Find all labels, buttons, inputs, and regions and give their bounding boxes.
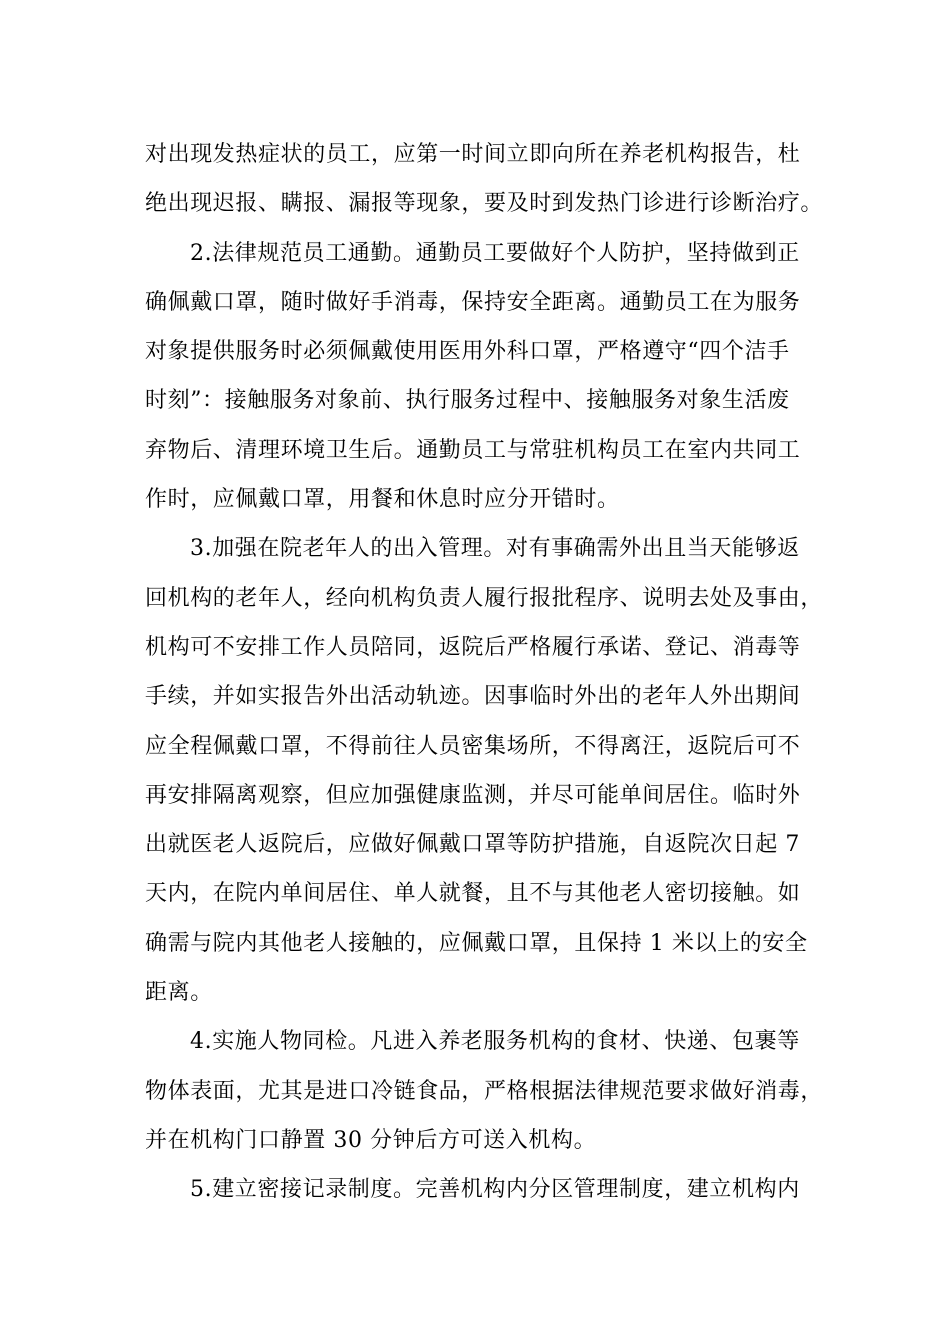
text-line: 应全程佩戴口罩，不得前往人员密集场所，不得离汪，返院后可不: [145, 733, 801, 759]
text-line: 确佩戴口罩，随时做好手消毒，保持安全距离。通勤员工在为服务: [145, 289, 801, 315]
text-line: 手续，并如实报告外出活动轨迹。因事临时外出的老年人外出期间: [145, 684, 801, 710]
text-line: 对象提供服务时必须佩戴使用医用外科口罩，严格遵守“四个洁手: [145, 339, 790, 365]
text-line: 物体表面，尤其是进口冷链食品，严格根据法律规范要求做好消毒，: [145, 1078, 824, 1104]
text-line: 并在机构门口静置 30 分钟后方可送入机构。: [145, 1127, 597, 1153]
text-line: 天内，在院内单间居住、单人就餐，且不与其他老人密切接触。如: [145, 881, 801, 907]
text-line: 作时，应佩戴口罩，用餐和休息时应分开错时。: [145, 487, 620, 513]
text-line: 出就医老人返院后，应做好佩戴口罩等防护措施，自返院次日起 7: [145, 832, 800, 858]
text-line: 回机构的老年人，经向机构负责人履行报批程序、说明去处及事由，: [145, 585, 824, 611]
text-line: 时刻”：接触服务对象前、执行服务过程中、接触服务对象生活废: [145, 388, 790, 414]
paragraph-first-line: 2.法律规范员工通勤。通勤员工要做好个人防护，坚持做到正: [190, 240, 800, 266]
text-line: 再安排隔离观察，但应加强健康监测，并尽可能单间居住。临时外: [145, 782, 801, 808]
paragraph-first-line: 4.实施人物同检。凡进入养老服务机构的食材、快递、包裹等: [190, 1029, 800, 1055]
text-line: 弃物后、清理环境卫生后。通勤员工与常驻机构员工在室内共同工: [145, 437, 801, 463]
body-text: [145, 130, 824, 1215]
text-line: 对出现发热症状的员工，应第一时间立即向所在养老机构报告，杜: [145, 142, 801, 167]
text-line: 机构可不安排工作人员陪同，返院后严格履行承诺、登记、消毒等: [145, 634, 801, 660]
text-line: 绝出现迟报、瞒报、漏报等现象，要及时到发热门诊进行诊断治疗。: [145, 191, 824, 217]
paragraph-first-line: 3.加强在院老年人的出入管理。对有事确需外出且当天能够返: [190, 536, 800, 562]
paragraph-first-line: 5.建立密接记录制度。完善机构内分区管理制度，建立机构内: [190, 1177, 800, 1203]
text-line: 距离。: [145, 980, 213, 1006]
text-line: 确需与院内其他老人接触的，应佩戴口罩，且保持 1 米以上的安全: [145, 930, 808, 956]
